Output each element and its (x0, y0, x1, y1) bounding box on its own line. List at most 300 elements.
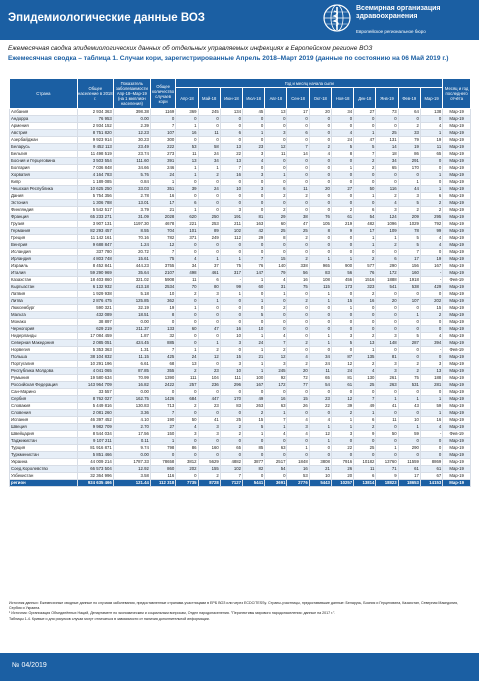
value-cell: 0 (287, 165, 309, 172)
value-cell: 2 (309, 144, 331, 151)
value-cell: 2 (198, 473, 220, 480)
value-cell: 2 (354, 361, 376, 368)
value-cell: 2 081 260 (77, 410, 113, 417)
value-cell: 0 (376, 249, 398, 256)
value-cell: 4678 (150, 221, 175, 228)
org-name: Всемирная организация здравоохранения (356, 5, 441, 20)
value-cell: 6 (176, 200, 198, 207)
value-cell: 0 (198, 179, 220, 186)
value-cell: 16 (287, 277, 309, 284)
value-cell: 2 (398, 361, 420, 368)
value-cell: 2 (398, 123, 420, 130)
value-cell: 0 (420, 179, 442, 186)
table-row (10, 333, 471, 340)
value-cell: 8 (331, 151, 353, 158)
value-cell: 70 (176, 284, 198, 291)
value-cell: 1 (265, 424, 287, 431)
value-cell: 0 (398, 319, 420, 326)
value-cell: 5 (243, 312, 265, 319)
value-cell: 11 498 519 (77, 151, 113, 158)
value-cell: 0 (198, 249, 220, 256)
value-cell: 7 (243, 256, 265, 263)
value-cell: 87.85 (113, 368, 150, 375)
value-cell: 4 (287, 354, 309, 361)
value-cell: 249 (198, 235, 220, 242)
value-cell: 287 (398, 340, 420, 347)
value-cell: 8 452 841 (77, 263, 113, 270)
value-cell: 1 (150, 179, 175, 186)
value-cell: 5 (398, 242, 420, 249)
value-cell: 394 (420, 340, 442, 347)
value-cell: 1 929 938 (77, 291, 113, 298)
value-cell: 0 (220, 179, 242, 186)
value-cell: 14153 (420, 480, 442, 487)
value-cell: 0 (309, 452, 331, 459)
value-cell: 112 318 (150, 480, 175, 487)
value-cell: 3 (198, 431, 220, 438)
value-cell: 1 (354, 410, 376, 417)
page-title: Эпидемиологические данные ВОЗ (8, 12, 205, 24)
value-cell: 2 (354, 424, 376, 431)
value-cell: 2 876 475 (77, 298, 113, 305)
value-cell: 0 (376, 319, 398, 326)
value-cell: 351 (150, 186, 175, 193)
header-banner (0, 0, 479, 40)
last-report-cell: Мар-19 (443, 473, 471, 480)
value-cell: 61 (420, 466, 442, 473)
value-cell: 4 803 748 (77, 256, 113, 263)
value-cell: 34 (309, 354, 331, 361)
value-cell: 0 (243, 116, 265, 123)
table-row (10, 403, 471, 410)
value-cell: 0 (176, 319, 198, 326)
value-cell: 82 (243, 466, 265, 473)
header-month: Дек-18 (354, 88, 376, 109)
value-cell: 10 (220, 368, 242, 375)
value-cell: 2 (376, 193, 398, 200)
value-cell: 291 (398, 158, 420, 165)
value-cell: 792 (420, 221, 442, 228)
table-row (10, 179, 471, 186)
value-cell: 0 (176, 410, 198, 417)
value-cell: 39 (176, 186, 198, 193)
value-cell: - (220, 277, 242, 284)
country-cell: Российская Федерация (10, 382, 78, 389)
value-cell: 56 (287, 270, 309, 277)
value-cell: 0 (398, 326, 420, 333)
last-report-cell: Мар-19 (443, 284, 471, 291)
value-cell: 162.75 (113, 396, 150, 403)
value-cell: 2 (198, 347, 220, 354)
value-cell: 0 (376, 389, 398, 396)
value-cell: 0 (331, 326, 353, 333)
value-cell: 1 (309, 333, 331, 340)
country-cell: Соед.Королевство (10, 466, 78, 473)
value-cell: 317 (220, 270, 242, 277)
value-cell: 11 (309, 368, 331, 375)
value-cell: 0 (354, 179, 376, 186)
value-cell: 219 (331, 221, 353, 228)
value-cell: 398.38 (113, 109, 150, 116)
value-cell: 0 (331, 438, 353, 445)
value-cell: 0 (198, 389, 220, 396)
value-cell: 0 (331, 179, 353, 186)
value-cell: 3 (376, 207, 398, 214)
value-cell: 3 (220, 361, 242, 368)
value-cell: 0 (331, 319, 353, 326)
last-report-cell: Мар-19 (443, 179, 471, 186)
value-cell: 0 (287, 116, 309, 123)
value-cell: 100 (243, 375, 265, 382)
value-cell: 0 (354, 116, 376, 123)
value-cell: 429 (420, 284, 442, 291)
value-cell: 0 (287, 123, 309, 130)
value-cell: 0 (398, 452, 420, 459)
table-row (10, 116, 471, 123)
value-cell: 2 (176, 368, 198, 375)
table-row (10, 172, 471, 179)
value-cell: 0 (176, 438, 198, 445)
value-cell: 1 (309, 291, 331, 298)
value-cell: 0 (309, 312, 331, 319)
value-cell: 1 (309, 424, 331, 431)
value-cell: 0 (220, 200, 242, 207)
value-cell: 1 (176, 347, 198, 354)
value-cell: 4 (265, 277, 287, 284)
country-cell: Ирландия (10, 256, 78, 263)
value-cell: 0 (398, 291, 420, 298)
value-cell: 2 (331, 410, 353, 417)
value-cell: 1 (287, 445, 309, 452)
value-cell: 0 (309, 249, 331, 256)
table-row (10, 298, 471, 305)
value-cell: 107 (398, 298, 420, 305)
value-cell: 0 (354, 123, 376, 130)
value-cell: 53 (287, 473, 309, 480)
value-cell: 7916 (331, 459, 353, 466)
value-cell: 0 (398, 410, 420, 417)
last-report-cell: Мар-19 (443, 207, 471, 214)
value-cell: 71 (376, 466, 398, 473)
value-cell: 900 (331, 263, 353, 270)
value-cell: 79 (265, 270, 287, 277)
last-report-cell: Мар-19 (443, 354, 471, 361)
value-cell: 4882 (220, 459, 242, 466)
value-cell: 2534 (150, 284, 175, 291)
value-cell: 0 (265, 158, 287, 165)
value-cell: 38 104 832 (77, 354, 113, 361)
value-cell: 1 (376, 445, 398, 452)
value-cell: 1390 (150, 375, 175, 382)
value-cell: 211.37 (113, 326, 150, 333)
value-cell: 13.01 (113, 200, 150, 207)
value-cell: 0 (220, 249, 242, 256)
table-row (10, 431, 471, 438)
value-cell: 0 (243, 291, 265, 298)
value-cell: 0 (220, 116, 242, 123)
value-cell: 0 (376, 123, 398, 130)
header-total: Общее количество случаев кори (150, 79, 175, 109)
value-cell: 0 (309, 445, 331, 452)
value-cell: 16 (265, 396, 287, 403)
value-cell: 337 780 (77, 249, 113, 256)
value-cell: 209 (398, 214, 420, 221)
value-cell: 24 (243, 340, 265, 347)
value-cell: 2 (354, 291, 376, 298)
value-cell: 3 (198, 291, 220, 298)
value-cell: 15.61 (113, 256, 150, 263)
value-cell: 50 (354, 186, 376, 193)
value-cell: 25 (265, 228, 287, 235)
value-cell: 0 (287, 158, 309, 165)
value-cell: 15 (220, 354, 242, 361)
table-row (10, 375, 471, 382)
value-cell: 4 (354, 368, 376, 375)
value-cell: 0.00 (113, 116, 150, 123)
value-cell: 1096 (376, 221, 398, 228)
value-cell: 0 (420, 291, 442, 298)
value-cell: 26 (287, 403, 309, 410)
value-cell: 2 (287, 340, 309, 347)
country-cell: Узбекистан (10, 473, 78, 480)
value-cell: 0 (331, 235, 353, 242)
table-row (10, 445, 471, 452)
value-cell: 4 (420, 235, 442, 242)
country-cell: Туркменистан (10, 452, 78, 459)
value-cell: 111.60 (113, 158, 150, 165)
value-cell: 355 (150, 368, 175, 375)
last-report-cell: Мар-19 (443, 214, 471, 221)
value-cell: 3755 (150, 263, 175, 270)
value-cell: 131 (376, 137, 398, 144)
value-cell: 19 (398, 144, 420, 151)
last-report-cell: Мар-19 (443, 403, 471, 410)
value-cell: 0 (309, 326, 331, 333)
value-cell: 0 (265, 312, 287, 319)
value-cell: 16 (354, 298, 376, 305)
table-row (10, 242, 471, 249)
value-cell: 17 (287, 109, 309, 116)
value-cell: 7 (354, 151, 376, 158)
value-cell: 2 (265, 207, 287, 214)
value-cell: 0 (243, 179, 265, 186)
value-cell: 19 580 634 (77, 375, 113, 382)
value-cell: 5 353 363 (77, 347, 113, 354)
value-cell: 0 (243, 305, 265, 312)
value-cell: 8 762 027 (77, 396, 113, 403)
last-report-cell: Мар-19 (443, 438, 471, 445)
value-cell: 148 (376, 340, 398, 347)
value-cell: 6 (198, 277, 220, 284)
value-cell: 3 (176, 431, 198, 438)
value-cell: 2517 (265, 459, 287, 466)
value-cell: 83 (220, 403, 242, 410)
value-cell: 16 (220, 172, 242, 179)
value-cell: 130.83 (113, 403, 150, 410)
value-cell: 1.87 (113, 333, 150, 340)
value-cell: 1 (376, 235, 398, 242)
value-cell: 4 (287, 417, 309, 424)
header-incidence: Показатель заболеваемости Апр-18–Мар-19 (на 1 миллион населения) (113, 79, 150, 109)
value-cell: 112 (220, 235, 242, 242)
value-cell: 0 (309, 347, 331, 354)
value-cell: 5908 (150, 277, 175, 284)
country-cell: Словения (10, 410, 78, 417)
value-cell: 0 (243, 242, 265, 249)
value-cell: 0 (265, 438, 287, 445)
value-cell: 1 (198, 340, 220, 347)
value-cell: 6 (376, 256, 398, 263)
value-cell: 0 (398, 305, 420, 312)
country-cell: Эстония (10, 200, 78, 207)
value-cell: 7 (354, 396, 376, 403)
value-cell: 1 (243, 347, 265, 354)
value-cell: 362 (150, 298, 175, 305)
value-cell: 12 (265, 354, 287, 361)
last-report-cell: Мар-19 (443, 375, 471, 382)
value-cell: 0 (198, 207, 220, 214)
value-cell: 12 (331, 361, 353, 368)
value-cell: 0 (150, 116, 175, 123)
value-cell: 2 (287, 298, 309, 305)
last-report-cell: Мар-19 (443, 249, 471, 256)
value-cell: 3 (376, 368, 398, 375)
value-cell: 371 (176, 235, 198, 242)
report-subtitle: Ежемесячная сводка эпидемиологических данных об отдельных управляемых инфекциях в Европейском регионе ВОЗ (8, 45, 373, 52)
value-cell: 0 (398, 116, 420, 123)
value-cell: 65 (309, 375, 331, 382)
value-cell: 32 (150, 333, 175, 340)
value-cell: 0.00 (113, 319, 150, 326)
value-cell: 102 (220, 228, 242, 235)
value-cell: 0 (287, 200, 309, 207)
value-cell: 3 (243, 151, 265, 158)
table-row (10, 326, 471, 333)
value-cell: 172 (265, 382, 287, 389)
value-cell: 7 (150, 347, 175, 354)
value-cell: 321.02 (113, 277, 150, 284)
value-cell: 2 (420, 312, 442, 319)
table-row (10, 410, 471, 417)
value-cell: 7 (150, 410, 175, 417)
value-cell: 281 (420, 382, 442, 389)
value-cell: 11559 (398, 459, 420, 466)
table-row (10, 214, 471, 221)
value-cell: 18.51 (113, 312, 150, 319)
value-cell: 4.10 (113, 417, 150, 424)
value-cell: 34 (376, 158, 398, 165)
country-cell: Грузия (10, 221, 78, 228)
table-row (10, 340, 471, 347)
value-cell: 1 (176, 172, 198, 179)
value-cell: 0 (309, 242, 331, 249)
value-cell: 0 (309, 137, 331, 144)
value-cell: 3 (220, 207, 242, 214)
value-cell: 5 (243, 424, 265, 431)
last-report-cell: Мар-19 (443, 228, 471, 235)
footnote-tables: Таблицы 1-4. Кривые и для рисунков случаи могут отличаться в зависимости от наличия дополнительной информации. (9, 616, 210, 621)
value-cell: 3 (331, 333, 353, 340)
value-cell: 1 (265, 172, 287, 179)
value-cell: 0 (220, 410, 242, 417)
value-cell: 369 (176, 109, 198, 116)
value-cell: 2 (354, 256, 376, 263)
value-cell: 108 (309, 277, 331, 284)
value-cell: 29 (265, 214, 287, 221)
country-cell: Чешская Республика (10, 186, 78, 193)
value-cell: 4 (420, 424, 442, 431)
value-cell: 1 (331, 305, 353, 312)
value-cell: 10 (243, 326, 265, 333)
value-cell: 0 (198, 242, 220, 249)
value-cell: 211 (220, 221, 242, 228)
value-cell: 1 (420, 186, 442, 193)
value-cell: 1 (331, 417, 353, 424)
value-cell: 13 (176, 361, 198, 368)
country-cell: Турция (10, 445, 78, 452)
value-cell: 1 (243, 361, 265, 368)
value-cell: 76 (243, 263, 265, 270)
value-cell: 23 (309, 396, 331, 403)
value-cell: 81 (243, 214, 265, 221)
value-cell: 77 (287, 382, 309, 389)
value-cell: 4 041 065 (77, 368, 113, 375)
last-report-cell: Фев-19 (443, 431, 471, 438)
value-cell: 25 (354, 382, 376, 389)
value-cell: 6 (220, 130, 242, 137)
value-cell: 76 (354, 270, 376, 277)
value-cell: 61 (398, 466, 420, 473)
value-cell: 263 (243, 403, 265, 410)
country-cell: Австрия (10, 130, 78, 137)
value-cell: 38 (287, 214, 309, 221)
value-cell: 0 (265, 326, 287, 333)
value-cell: 63 (265, 403, 287, 410)
value-cell: 0 (198, 361, 220, 368)
country-cell: Мальта (10, 312, 78, 319)
table-row (10, 396, 471, 403)
value-cell: 8 (150, 312, 175, 319)
value-cell: 11 (354, 466, 376, 473)
value-cell: 0 (376, 116, 398, 123)
country-cell: Сербия (10, 396, 78, 403)
value-cell: 0 (176, 473, 198, 480)
value-cell: 60 (265, 221, 287, 228)
value-cell: 20 (376, 298, 398, 305)
value-cell: 1 (176, 305, 198, 312)
measles-cases-table (9, 78, 471, 487)
value-cell: 0 (309, 410, 331, 417)
value-cell: 17 (398, 473, 420, 480)
value-cell: 0 (354, 452, 376, 459)
value-cell: 19 (150, 305, 175, 312)
value-cell: 0 (176, 452, 198, 459)
value-cell: 16.82 (113, 382, 150, 389)
value-cell: 2 (287, 235, 309, 242)
value-cell: 15 (331, 298, 353, 305)
value-cell: 0 (265, 200, 287, 207)
value-cell: 713 (150, 403, 175, 410)
value-cell: 0 (287, 389, 309, 396)
last-report-cell: Мар-19 (443, 445, 471, 452)
value-cell: 81 (331, 375, 353, 382)
value-cell: 83 (309, 270, 331, 277)
last-report-cell: Фев-19 (443, 347, 471, 354)
table-row (10, 382, 471, 389)
value-cell: 0 (309, 130, 331, 137)
value-cell: 102 (220, 466, 242, 473)
value-cell: 150 (150, 431, 175, 438)
